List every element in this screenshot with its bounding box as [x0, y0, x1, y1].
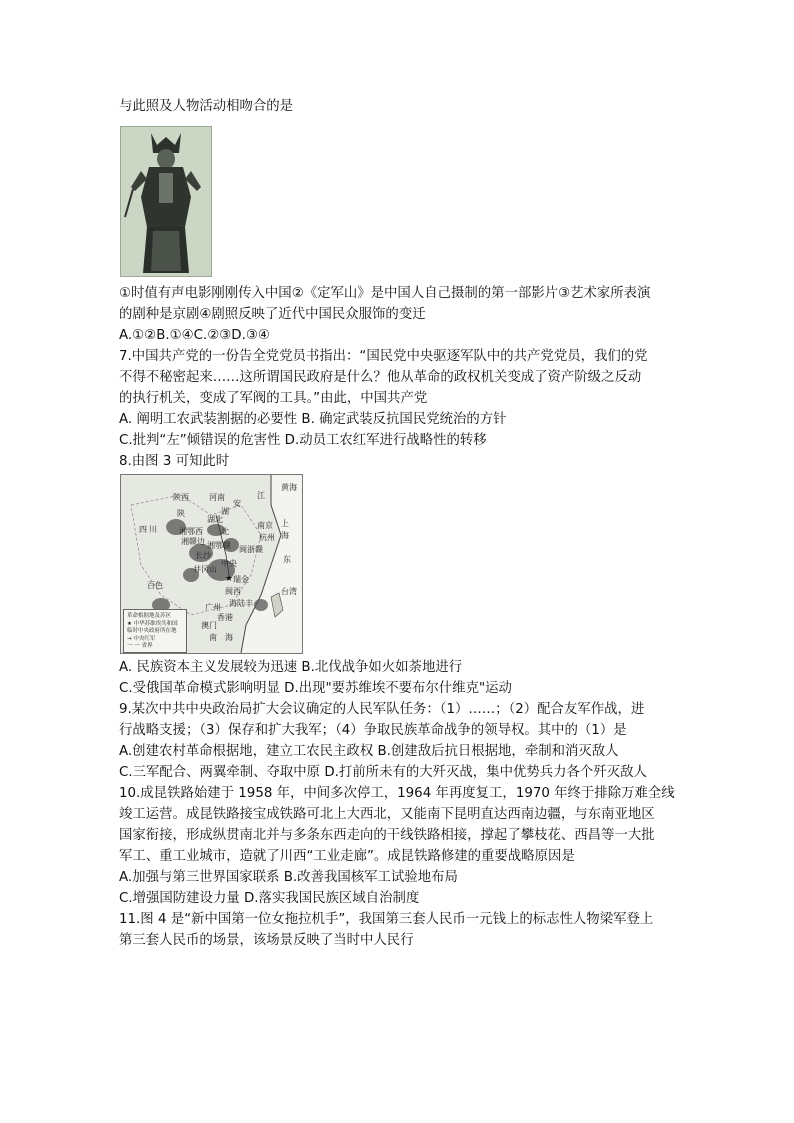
map-label: 川: [149, 525, 157, 534]
map-label: 台湾: [281, 587, 297, 596]
question-9-options-ab: A.创建农村革命根据地，建立工农民主政权 B.创建敌后抗日根据地，牵制和消灭敌人: [119, 744, 619, 759]
map-label: 广州: [205, 603, 221, 612]
map-label: 闽西: [225, 587, 241, 596]
map-label: 上: [281, 519, 289, 528]
figure-3-map: [120, 474, 303, 654]
question-stem-line: 与此照及人物活动相吻合的是: [119, 99, 294, 114]
question-7-options-cd: C.批判“左”倾错误的危害性 D.动员工农红军进行战略性的转移: [119, 433, 487, 448]
map-label: 黄海: [281, 483, 297, 492]
question-9-options-cd: C.三军配合、两翼牵制、夺取中原 D.打前所未有的大歼灭战，集中优势兵力各个歼灭敌人: [119, 765, 647, 780]
legend-item: 革命根据地及苏区: [127, 613, 172, 619]
map-label: 河南: [209, 493, 225, 502]
question-6-statements-line-2: 的剧种是京剧④剧照反映了近代中国民众服饰的变迁: [119, 307, 426, 322]
map-label: 湘鄂西: [179, 527, 203, 536]
legend-item: → 中央红军: [127, 636, 156, 642]
question-11-stem-line-1: 11.图 4 是“新中国第一位女拖拉机手”，我国第三套人民币一元钱上的标志性人物梁军登上: [119, 912, 654, 927]
map-label: 湘鄂赣: [207, 541, 231, 550]
map-label: 瑞金: [233, 575, 249, 584]
question-6-options: A.①②B.①④C.②③D.③④: [119, 328, 270, 343]
map-label: 海陆丰: [229, 599, 253, 608]
map-label: 中央: [221, 559, 237, 568]
opera-figure-illustration: [121, 127, 211, 276]
question-7-options-ab: A. 阐明工农武装割据的必要性 B. 确定武装反抗国民党统治的方针: [119, 412, 507, 427]
question-9-stem-line-1: 9.某次中共中央政治局扩大会议确定的人民军队任务：（1）……；（2）配合友军作战，进: [119, 702, 645, 717]
map-label: 湖: [221, 507, 229, 516]
map-label: 海: [225, 633, 233, 642]
map-label: 澳门: [201, 621, 217, 630]
map-label: 井冈山: [193, 565, 217, 574]
map-label: 闽浙赣: [239, 545, 263, 554]
question-10-stem-line-3: 国家衔接，形成纵贯南北并与多条东西走向的干线铁路相接，撑起了攀枝花、西昌等一大批: [119, 828, 655, 843]
legend-item: 一 一 省界: [127, 643, 153, 649]
question-10-stem-line-2: 竣工运营。成昆铁路接宝成铁路可北上大西北，又能南下昆明直达西南边疆，与东南亚地区: [119, 807, 655, 822]
map-label: 北: [221, 527, 229, 536]
question-10-stem-line-4: 军工、重工业城市，造就了川西“工业走廊”。成昆铁路修建的重要战略原因是: [119, 849, 575, 864]
map-label: 东: [283, 555, 291, 564]
question-7-stem-line-3: 的执行机关，变成了军阀的工具。”由此，中国共产党: [119, 391, 428, 406]
question-9-stem-line-2: 行战略支援；（3）保存和扩大我军；（4）争取民族革命战争的领导权。其中的（1）是: [119, 723, 627, 738]
map-label: 湖北: [207, 515, 223, 524]
map-label: 南: [209, 633, 217, 642]
map-label: 江: [257, 491, 265, 500]
svg-text:★: ★: [225, 574, 234, 584]
question-7-stem-line-2: 不得不秘密起来……这所谓国民政府是什么？他从革命的政权机关变成了资产阶级之反动: [119, 370, 642, 385]
question-10-options-cd: C.增强国防建设力量 D.落实我国民族区域自治制度: [119, 891, 420, 906]
map-label: 安: [233, 499, 241, 508]
question-10-stem-line-1: 10.成昆铁路始建于 1958 年，中间多次停工，1964 年再度复工，1970 年终于排除万难全线: [119, 786, 675, 801]
question-10-options-ab: A.加强与第三世界国家联系 B.改善我国核军工试验地布局: [119, 870, 458, 885]
question-8-options-cd: C.受俄国革命模式影响明显 D.出现"要苏维埃不要布尔什维克"运动: [119, 681, 512, 696]
map-label: 南京: [257, 521, 273, 530]
map-label: 陕: [177, 509, 185, 518]
question-6-statements-line-1: ①时值有声电影刚刚传入中国②《定军山》是中国人自己摄制的第一部影片③艺术家所表演: [119, 286, 651, 301]
question-8-stem: 8.由图 3 可知此时: [119, 454, 230, 469]
legend-item: ★ 中华苏维埃共和国: [127, 621, 178, 627]
question-11-stem-line-2: 第三套人民币的场景，该场景反映了当时中人民行: [119, 933, 414, 948]
map-label: 香港: [217, 613, 233, 622]
legend-item: 临时中央政府所在地: [127, 628, 177, 634]
map-label: 百色: [147, 581, 163, 590]
map-legend: [123, 609, 187, 653]
question-7-stem-line-1: 7.中国共产党的一份告全党党员书指出：“国民党中央驱逐军队中的共产党党员，我们的党: [119, 349, 648, 364]
map-label: 陕西: [173, 493, 189, 502]
question-8-options-ab: A. 民族资本主义发展较为迅速 B.北伐战争如火如荼地进行: [119, 660, 463, 675]
map-label: 湘赣边: [181, 537, 205, 546]
map-label: 海: [281, 531, 289, 540]
map-label: 长沙: [195, 551, 211, 560]
map-label: 杭州: [259, 533, 275, 542]
map-label: 四: [139, 525, 147, 534]
opera-photo: [120, 126, 212, 277]
